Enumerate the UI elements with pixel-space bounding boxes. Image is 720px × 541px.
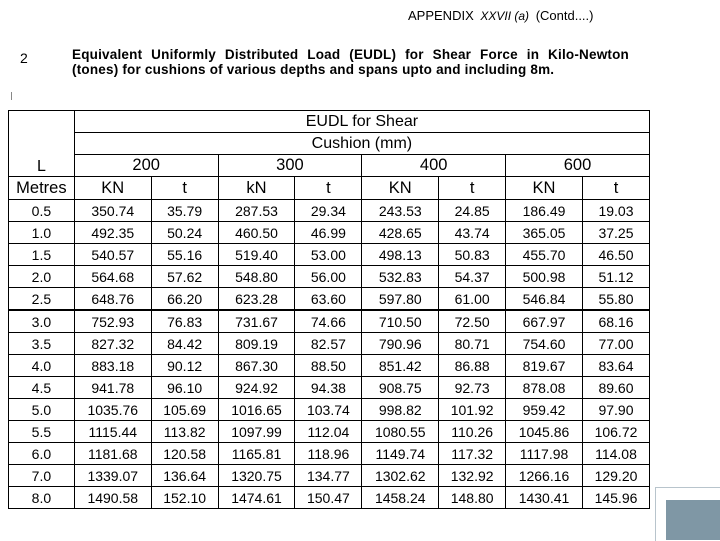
unit-row bbox=[9, 177, 650, 200]
value-cell: 103.74 bbox=[295, 399, 362, 421]
value-cell: 460.50 bbox=[218, 222, 295, 244]
unit-header: KN bbox=[506, 177, 583, 200]
value-cell: 94.38 bbox=[295, 377, 362, 399]
value-cell: 92.73 bbox=[439, 377, 506, 399]
value-cell: 35.79 bbox=[151, 200, 218, 222]
table-row bbox=[9, 465, 650, 487]
value-cell: 1149.74 bbox=[362, 443, 439, 465]
unit-header: t bbox=[582, 177, 649, 200]
value-cell: 55.16 bbox=[151, 244, 218, 266]
value-cell: 1035.76 bbox=[74, 399, 151, 421]
value-cell: 55.80 bbox=[582, 288, 649, 311]
value-cell: 809.19 bbox=[218, 333, 295, 355]
span-cell: 5.5 bbox=[9, 421, 75, 443]
value-cell: 908.75 bbox=[362, 377, 439, 399]
table-row bbox=[9, 443, 650, 465]
value-cell: 754.60 bbox=[506, 333, 583, 355]
value-cell: 50.83 bbox=[439, 244, 506, 266]
cushion-400: 400 bbox=[362, 155, 506, 177]
value-cell: 29.34 bbox=[295, 200, 362, 222]
appendix-number: XXVII (a) bbox=[480, 9, 530, 23]
value-cell: 1266.16 bbox=[506, 465, 583, 487]
value-cell: 57.62 bbox=[151, 266, 218, 288]
value-cell: 752.93 bbox=[74, 310, 151, 333]
value-cell: 136.64 bbox=[151, 465, 218, 487]
table-row bbox=[9, 333, 650, 355]
value-cell: 112.04 bbox=[295, 421, 362, 443]
value-cell: 492.35 bbox=[74, 222, 151, 244]
value-cell: 623.28 bbox=[218, 288, 295, 311]
value-cell: 84.42 bbox=[151, 333, 218, 355]
value-cell: 129.20 bbox=[582, 465, 649, 487]
value-cell: 76.83 bbox=[151, 310, 218, 333]
unit-header: KN bbox=[74, 177, 151, 200]
value-cell: 851.42 bbox=[362, 355, 439, 377]
table-row bbox=[9, 487, 650, 509]
value-cell: 148.80 bbox=[439, 487, 506, 509]
span-header: L bbox=[9, 111, 75, 177]
table-row bbox=[9, 200, 650, 222]
value-cell: 19.03 bbox=[582, 200, 649, 222]
table-row bbox=[9, 399, 650, 421]
unit-header: t bbox=[295, 177, 362, 200]
value-cell: 883.18 bbox=[74, 355, 151, 377]
value-cell: 827.32 bbox=[74, 333, 151, 355]
value-cell: 132.92 bbox=[439, 465, 506, 487]
appendix-header bbox=[408, 8, 593, 23]
table-row bbox=[9, 288, 650, 311]
table-row bbox=[9, 244, 650, 266]
value-cell: 455.70 bbox=[506, 244, 583, 266]
value-cell: 120.58 bbox=[151, 443, 218, 465]
span-cell: 5.0 bbox=[9, 399, 75, 421]
value-cell: 710.50 bbox=[362, 310, 439, 333]
value-cell: 1474.61 bbox=[218, 487, 295, 509]
cushion-300: 300 bbox=[218, 155, 362, 177]
table-row bbox=[9, 222, 650, 244]
value-cell: 1080.55 bbox=[362, 421, 439, 443]
value-cell: 101.92 bbox=[439, 399, 506, 421]
value-cell: 959.42 bbox=[506, 399, 583, 421]
value-cell: 37.25 bbox=[582, 222, 649, 244]
value-cell: 117.32 bbox=[439, 443, 506, 465]
value-cell: 1045.86 bbox=[506, 421, 583, 443]
unit-header: KN bbox=[362, 177, 439, 200]
value-cell: 145.96 bbox=[582, 487, 649, 509]
value-cell: 428.65 bbox=[362, 222, 439, 244]
value-cell: 941.78 bbox=[74, 377, 151, 399]
table-row bbox=[9, 310, 650, 333]
value-cell: 1165.81 bbox=[218, 443, 295, 465]
eudl-table bbox=[8, 110, 650, 509]
section-number: 2 bbox=[20, 50, 28, 66]
value-cell: 819.67 bbox=[506, 355, 583, 377]
value-cell: 106.72 bbox=[582, 421, 649, 443]
table-row bbox=[9, 355, 650, 377]
cushion-row bbox=[9, 155, 650, 177]
value-cell: 150.47 bbox=[295, 487, 362, 509]
value-cell: 597.80 bbox=[362, 288, 439, 311]
section-title: Equivalent Uniformly Distributed Load (EUDL) for Shear Force in Kilo-Newton (tones) for cushions of various depths and spans upto and including 8m. bbox=[72, 47, 629, 77]
value-cell: 546.84 bbox=[506, 288, 583, 311]
value-cell: 24.85 bbox=[439, 200, 506, 222]
span-cell: 2.5 bbox=[9, 288, 75, 311]
value-cell: 1339.07 bbox=[74, 465, 151, 487]
span-cell: 4.0 bbox=[9, 355, 75, 377]
span-cell: 7.0 bbox=[9, 465, 75, 487]
table-row bbox=[9, 421, 650, 443]
table-body bbox=[9, 200, 650, 509]
value-cell: 564.68 bbox=[74, 266, 151, 288]
span-cell: 3.0 bbox=[9, 310, 75, 333]
value-cell: 80.71 bbox=[439, 333, 506, 355]
value-cell: 548.80 bbox=[218, 266, 295, 288]
value-cell: 1016.65 bbox=[218, 399, 295, 421]
value-cell: 72.50 bbox=[439, 310, 506, 333]
value-cell: 1430.41 bbox=[506, 487, 583, 509]
value-cell: 68.16 bbox=[582, 310, 649, 333]
value-cell: 110.26 bbox=[439, 421, 506, 443]
value-cell: 61.00 bbox=[439, 288, 506, 311]
value-cell: 88.50 bbox=[295, 355, 362, 377]
value-cell: 63.60 bbox=[295, 288, 362, 311]
value-cell: 790.96 bbox=[362, 333, 439, 355]
value-cell: 50.24 bbox=[151, 222, 218, 244]
value-cell: 365.05 bbox=[506, 222, 583, 244]
value-cell: 243.53 bbox=[362, 200, 439, 222]
value-cell: 350.74 bbox=[74, 200, 151, 222]
value-cell: 134.77 bbox=[295, 465, 362, 487]
value-cell: 114.08 bbox=[582, 443, 649, 465]
span-cell: 1.5 bbox=[9, 244, 75, 266]
table-row bbox=[9, 377, 650, 399]
span-cell: 8.0 bbox=[9, 487, 75, 509]
value-cell: 287.53 bbox=[218, 200, 295, 222]
value-cell: 1490.58 bbox=[74, 487, 151, 509]
value-cell: 924.92 bbox=[218, 377, 295, 399]
value-cell: 74.66 bbox=[295, 310, 362, 333]
value-cell: 731.67 bbox=[218, 310, 295, 333]
value-cell: 532.83 bbox=[362, 266, 439, 288]
value-cell: 152.10 bbox=[151, 487, 218, 509]
appendix-label: APPENDIX bbox=[408, 8, 474, 23]
value-cell: 1458.24 bbox=[362, 487, 439, 509]
value-cell: 1320.75 bbox=[218, 465, 295, 487]
unit-header: t bbox=[439, 177, 506, 200]
value-cell: 1181.68 bbox=[74, 443, 151, 465]
value-cell: 46.99 bbox=[295, 222, 362, 244]
cushion-header: Cushion (mm) bbox=[74, 133, 649, 155]
value-cell: 540.57 bbox=[74, 244, 151, 266]
value-cell: 1097.99 bbox=[218, 421, 295, 443]
value-cell: 89.60 bbox=[582, 377, 649, 399]
table-row bbox=[9, 266, 650, 288]
value-cell: 53.00 bbox=[295, 244, 362, 266]
cushion-600: 600 bbox=[506, 155, 650, 177]
value-cell: 46.50 bbox=[582, 244, 649, 266]
span-cell: 2.0 bbox=[9, 266, 75, 288]
value-cell: 1302.62 bbox=[362, 465, 439, 487]
span-cell: 3.5 bbox=[9, 333, 75, 355]
value-cell: 66.20 bbox=[151, 288, 218, 311]
value-cell: 83.64 bbox=[582, 355, 649, 377]
value-cell: 186.49 bbox=[506, 200, 583, 222]
value-cell: 118.96 bbox=[295, 443, 362, 465]
value-cell: 1115.44 bbox=[74, 421, 151, 443]
value-cell: 667.97 bbox=[506, 310, 583, 333]
value-cell: 878.08 bbox=[506, 377, 583, 399]
value-cell: 519.40 bbox=[218, 244, 295, 266]
value-cell: 43.74 bbox=[439, 222, 506, 244]
value-cell: 867.30 bbox=[218, 355, 295, 377]
value-cell: 1117.98 bbox=[506, 443, 583, 465]
value-cell: 648.76 bbox=[74, 288, 151, 311]
table-title: EUDL for Shear bbox=[74, 111, 649, 133]
value-cell: 51.12 bbox=[582, 266, 649, 288]
unit-header: t bbox=[151, 177, 218, 200]
contd-label: (Contd....) bbox=[535, 8, 594, 23]
value-cell: 113.82 bbox=[151, 421, 218, 443]
span-cell: 1.0 bbox=[9, 222, 75, 244]
value-cell: 82.57 bbox=[295, 333, 362, 355]
value-cell: 998.82 bbox=[362, 399, 439, 421]
value-cell: 90.12 bbox=[151, 355, 218, 377]
value-cell: 54.37 bbox=[439, 266, 506, 288]
value-cell: 86.88 bbox=[439, 355, 506, 377]
unit-header: kN bbox=[218, 177, 295, 200]
span-unit: Metres bbox=[9, 177, 75, 200]
value-cell: 105.69 bbox=[151, 399, 218, 421]
margin-mark bbox=[11, 92, 12, 100]
value-cell: 77.00 bbox=[582, 333, 649, 355]
value-cell: 56.00 bbox=[295, 266, 362, 288]
value-cell: 498.13 bbox=[362, 244, 439, 266]
span-cell: 4.5 bbox=[9, 377, 75, 399]
cushion-200: 200 bbox=[74, 155, 218, 177]
corner-accent-block bbox=[666, 500, 720, 540]
span-cell: 6.0 bbox=[9, 443, 75, 465]
value-cell: 97.90 bbox=[582, 399, 649, 421]
span-cell: 0.5 bbox=[9, 200, 75, 222]
value-cell: 500.98 bbox=[506, 266, 583, 288]
value-cell: 96.10 bbox=[151, 377, 218, 399]
